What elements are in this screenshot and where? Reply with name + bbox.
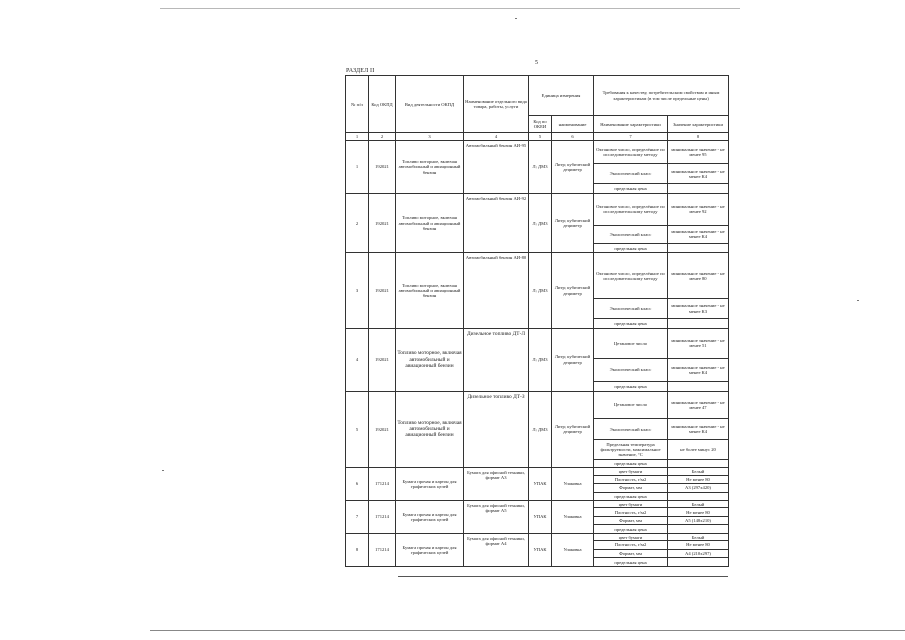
characteristic-value: Не менее 80 [668,508,729,517]
characteristic-value: минимальное значение - не менее К4 [668,358,729,381]
okei-code: УПАК [529,501,552,534]
okpd-code: 192021 [369,193,396,253]
characteristic-value: минимальное значение - не менее К4 [668,164,729,184]
okpd-code: 192021 [369,253,396,328]
column-number: 2 [369,133,396,140]
item-name: Дизельное топливо ДТ-Л [464,328,529,391]
header-unit-group: Единица измерения [529,76,594,116]
column-number: 8 [668,133,729,140]
characteristic-name: Экологический класс [594,358,668,381]
characteristic-value: Не менее 80 [668,541,729,550]
activity-name: Топливо моторное, включая автомобильный и авиационный бензин [396,253,464,328]
header-num: № п/п [346,76,369,133]
characteristic-name: Предельная температура фильтруемости, максимальное значение, °С [594,440,668,459]
activity-name: Топливо моторное, включая автомобильный и авиационный бензин [396,391,464,468]
row-number: 7 [346,501,369,534]
characteristic-name: Экологический класс [594,419,668,440]
characteristic-name: предельная цена [594,492,668,501]
item-name: Автомобильный бензин АИ-95 [464,140,529,193]
footer-rule [398,576,728,577]
item-name: Бумага для офисной техники, формат А4 [464,533,529,566]
characteristic-name: Экологический класс [594,225,668,243]
unit-name: Упаковка [552,533,594,566]
table-header-row [346,76,729,116]
row-number: 1 [346,140,369,193]
row-number: 8 [346,533,369,566]
okei-code: Л; ДМ3 [529,391,552,468]
okpd-code: 192021 [369,140,396,193]
characteristic-value: минимальное значение - не менее 51 [668,328,729,358]
table-row [346,533,729,540]
top-rule [160,8,740,9]
characteristic-name: Цетановое число [594,391,668,419]
characteristic-name: цвет бумаги [594,501,668,508]
unit-name: Литр; кубический дециметр [552,140,594,193]
characteristic-value: А4 (210х297) [668,549,729,558]
column-number: 3 [396,133,464,140]
okei-code: Л; ДМ3 [529,140,552,193]
characteristic-value: минимальное значение - не менее 95 [668,140,729,163]
characteristic-name: Октановое число, определённое по исследовательскому методу [594,253,668,299]
characteristic-value [668,525,729,534]
column-number: 4 [464,133,529,140]
item-name: Бумага для офисной техники, формат А3 [464,468,529,501]
header-item-name: Наименование отдельного вида товара, работы, услуги [464,76,529,133]
characteristic-value: не более минус 20 [668,440,729,459]
activity-name: Бумага прочая и картон для графических целей [396,533,464,566]
header-unit-name: наименование [552,116,594,133]
okei-code: УПАК [529,468,552,501]
characteristic-value: Белый [668,501,729,508]
characteristic-value [668,492,729,501]
characteristic-name: Плотность, г/м2 [594,475,668,484]
okpd-code: 192021 [369,391,396,468]
activity-name: Бумага прочая и картон для графических целей [396,468,464,501]
row-number: 5 [346,391,369,468]
characteristic-name: Октановое число, определённое по исследовательскому методу [594,140,668,163]
characteristic-value: Не менее 80 [668,475,729,484]
item-name: Автомобильный бензин АИ-80 [464,253,529,328]
table-row [346,328,729,358]
characteristic-name: цвет бумаги [594,468,668,475]
activity-name: Топливо моторное, включая автомобильный и авиационный бензин [396,328,464,391]
characteristic-value [668,184,729,194]
table-row [346,501,729,508]
okei-code: УПАК [529,533,552,566]
characteristic-name: предельная цена [594,558,668,567]
okei-code: Л; ДМ3 [529,253,552,328]
section-title: РАЗДЕЛ II [346,68,375,74]
header-char-name: Наименование характеристики [594,116,668,133]
requirements-table [345,75,729,567]
table-row [346,468,729,475]
characteristic-value [668,319,729,329]
characteristic-name: Цетановое число [594,328,668,358]
activity-name: Топливо моторное, включая автомобильный и авиационный бензин [396,140,464,193]
scan-speck [162,470,164,471]
characteristic-name: предельная цена [594,184,668,194]
characteristic-value [668,459,729,468]
characteristic-value: минимальное значение - не менее К3 [668,299,729,319]
characteristic-value: А5 (148х210) [668,516,729,525]
table-row [346,253,729,299]
unit-name: Литр; кубический дециметр [552,391,594,468]
characteristic-name: Плотность, г/м2 [594,541,668,550]
characteristic-value: минимальное значение - не менее 47 [668,391,729,419]
characteristic-value: Белый [668,468,729,475]
characteristic-name: Плотность, г/м2 [594,508,668,517]
unit-name: Упаковка [552,468,594,501]
characteristic-name: Октановое число, определённое по исследовательскому методу [594,193,668,225]
item-name: Дизельное топливо ДТ-З [464,391,529,468]
characteristic-value: А3 (297х420) [668,484,729,493]
unit-name: Литр; кубический дециметр [552,193,594,253]
row-number: 6 [346,468,369,501]
bottom-rule [150,630,905,631]
okpd-code: 171214 [369,468,396,501]
scan-speck [515,18,517,19]
okei-code: Л; ДМ3 [529,328,552,391]
table-row [346,193,729,225]
unit-name: Литр; кубический дециметр [552,253,594,328]
characteristic-name: Формат, мм [594,484,668,493]
header-okpd-code: Код ОКПД [369,76,396,133]
document-sheet [345,75,728,567]
page-number: 5 [535,60,538,66]
characteristic-value: минимальное значение - не менее 80 [668,253,729,299]
characteristic-name: Формат, мм [594,516,668,525]
column-number: 1 [346,133,369,140]
characteristic-name: предельная цена [594,525,668,534]
header-okei-code: Код по ОКЕИ [529,116,552,133]
row-number: 3 [346,253,369,328]
okpd-code: 171214 [369,501,396,534]
characteristic-value: минимальное значение - не менее К4 [668,419,729,440]
characteristic-name: предельная цена [594,459,668,468]
characteristic-name: Формат, мм [594,549,668,558]
item-name: Бумага для офисной техники, формат А5 [464,501,529,534]
characteristic-value: минимальное значение - не менее 92 [668,193,729,225]
header-char-value: Значение характеристики [668,116,729,133]
unit-name: Литр; кубический дециметр [552,328,594,391]
characteristic-name: предельная цена [594,319,668,329]
characteristic-name: Экологический класс [594,299,668,319]
column-number: 7 [594,133,668,140]
header-requirements-group: Требования к качеству, потребительским свойствам и иным характеристикам (в том числе предельные цены) [594,76,729,116]
characteristic-name: Экологический класс [594,164,668,184]
row-number: 2 [346,193,369,253]
column-number: 6 [552,133,594,140]
characteristic-value: Белый [668,533,729,540]
activity-name: Топливо моторное, включая автомобильный и авиационный бензин [396,193,464,253]
column-number-row [346,133,729,140]
characteristic-value [668,558,729,567]
characteristic-value [668,382,729,392]
okpd-code: 192021 [369,328,396,391]
item-name: Автомобильный бензин АИ-92 [464,193,529,253]
header-activity: Вид деятельности ОКПД [396,76,464,133]
scan-speck [857,300,859,301]
column-number: 5 [529,133,552,140]
characteristic-name: предельная цена [594,382,668,392]
okei-code: Л; ДМ3 [529,193,552,253]
characteristic-name: предельная цена [594,243,668,253]
characteristic-value [668,243,729,253]
row-number: 4 [346,328,369,391]
activity-name: Бумага прочая и картон для графических целей [396,501,464,534]
characteristic-value: минимальное значение - не менее К4 [668,225,729,243]
unit-name: Упаковка [552,501,594,534]
table-row [346,140,729,163]
table-row [346,391,729,419]
okpd-code: 171214 [369,533,396,566]
characteristic-name: цвет бумаги [594,533,668,540]
